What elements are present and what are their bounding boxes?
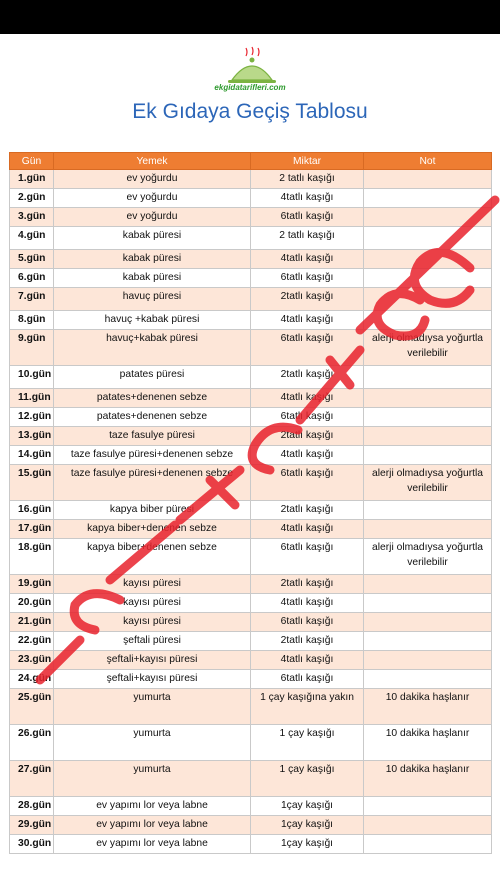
cell-amount: 4tatlı kaşığı [251,311,364,330]
cell-day: 29.gün [10,816,54,835]
cell-food: yumurta [54,689,251,725]
cell-note [364,632,492,651]
cell-day: 27.gün [10,761,54,797]
cell-day: 6.gün [10,269,54,288]
cell-food: patates+denenen sebze [54,408,251,427]
cell-amount: 4tatlı kaşığı [251,250,364,269]
cell-amount: 4tatlı kaşığı [251,446,364,465]
cell-day: 2.gün [10,189,54,208]
cell-amount: 6tatlı kaşığı [251,613,364,632]
table-row [10,501,492,520]
cell-note: alerji olmadıysa yoğurtla verilebilir [364,330,492,366]
cell-amount: 4tatlı kaşığı [251,594,364,613]
cell-amount: 2 tatlı kaşığı [251,170,364,189]
table-row [10,408,492,427]
cell-amount: 2tatlı kaşığı [251,288,364,311]
table-row [10,670,492,689]
cell-amount: 4tatlı kaşığı [251,189,364,208]
table-row [10,761,492,797]
cell-amount: 2tatlı kaşığı [251,575,364,594]
table-header-row [10,153,492,170]
cell-note [364,501,492,520]
cell-food: kayısı püresi [54,575,251,594]
cell-food: şeftali püresi [54,632,251,651]
table-row [10,330,492,366]
cell-day: 3.gün [10,208,54,227]
cell-day: 5.gün [10,250,54,269]
cell-amount: 6tatlı kaşığı [251,330,364,366]
cell-note [364,427,492,446]
cell-day: 19.gün [10,575,54,594]
cell-amount: 6tatlı kaşığı [251,465,364,501]
cell-amount: 2tatlı kaşığı [251,366,364,389]
feeding-schedule-table [9,152,492,854]
cell-food: kapya biber püresi [54,501,251,520]
cell-note: 10 dakika haşlanır [364,725,492,761]
cell-day: 30.gün [10,835,54,854]
table-row [10,269,492,288]
cell-day: 24.gün [10,670,54,689]
cell-note [364,835,492,854]
cell-food: kabak püresi [54,227,251,250]
cell-day: 10.gün [10,366,54,389]
cell-food: şeftali+kayısı püresi [54,670,251,689]
cell-note [364,816,492,835]
table-row [10,689,492,725]
cell-note [364,170,492,189]
cell-food: ev yoğurdu [54,208,251,227]
status-bar [0,0,500,34]
table-row [10,797,492,816]
cell-amount: 1 çay kaşığına yakın [251,689,364,725]
table-row [10,189,492,208]
cell-note [364,670,492,689]
cell-note [364,288,492,311]
cell-amount: 1 çay kaşığı [251,761,364,797]
cell-note [364,797,492,816]
table-row [10,520,492,539]
cell-note: alerji olmadıysa yoğurtla verilebilir [364,539,492,575]
table-row [10,170,492,189]
cell-food: kayısı püresi [54,613,251,632]
table-row [10,816,492,835]
cell-day: 13.gün [10,427,54,446]
cell-food: taze fasulye püresi+denenen sebze [54,446,251,465]
cell-amount: 2tatlı kaşığı [251,632,364,651]
table-row [10,575,492,594]
cell-day: 18.gün [10,539,54,575]
cell-day: 21.gün [10,613,54,632]
table-row [10,651,492,670]
cell-day: 22.gün [10,632,54,651]
cell-day: 9.gün [10,330,54,366]
cell-note [364,575,492,594]
cell-note [364,613,492,632]
cell-note: alerji olmadıysa yoğurtla verilebilir [364,465,492,501]
cell-food: havuç +kabak püresi [54,311,251,330]
column-header-food: Yemek [54,153,251,170]
table-row [10,465,492,501]
cell-day: 1.gün [10,170,54,189]
table-row [10,594,492,613]
cell-amount: 4tatlı kaşığı [251,651,364,670]
column-header-note: Not [364,153,492,170]
page-title: Ek Gıdaya Geçiş Tablosu [132,100,368,123]
cell-amount: 2 tatlı kaşığı [251,227,364,250]
cell-day: 23.gün [10,651,54,670]
cell-amount: 6tatlı kaşığı [251,269,364,288]
cell-food: taze fasulye püresi+denenen sebze [54,465,251,501]
table-row [10,725,492,761]
cell-day: 8.gün [10,311,54,330]
cell-food: ev yapımı lor veya labne [54,835,251,854]
cell-day: 14.gün [10,446,54,465]
cell-note [364,269,492,288]
cell-food: kabak püresi [54,250,251,269]
column-header-day: Gün [10,153,54,170]
cell-food: ev yoğurdu [54,170,251,189]
cell-day: 4.gün [10,227,54,250]
cell-food: yumurta [54,761,251,797]
cell-amount: 1çay kaşığı [251,797,364,816]
table-row [10,366,492,389]
cell-day: 16.gün [10,501,54,520]
cell-note [364,366,492,389]
cell-note [364,189,492,208]
table-row [10,835,492,854]
column-header-amount: Miktar [251,153,364,170]
cell-food: patates püresi [54,366,251,389]
cell-note [364,389,492,408]
cell-food: havuç püresi [54,288,251,311]
cell-note [364,651,492,670]
cell-food: patates+denenen sebze [54,389,251,408]
cell-amount: 6tatlı kaşığı [251,539,364,575]
cell-day: 26.gün [10,725,54,761]
cell-amount: 6tatlı kaşığı [251,670,364,689]
cell-amount: 1 çay kaşığı [251,725,364,761]
cell-note [364,446,492,465]
cell-amount: 1çay kaşığı [251,816,364,835]
cell-food: ev yoğurdu [54,189,251,208]
table-row [10,250,492,269]
table-row [10,288,492,311]
cell-food: kabak püresi [54,269,251,288]
cell-day: 25.gün [10,689,54,725]
cell-food: yumurta [54,725,251,761]
cell-food: kapya biber+denenen sebze [54,539,251,575]
cell-food: havuç+kabak püresi [54,330,251,366]
cell-amount: 2tatlı kaşığı [251,501,364,520]
cell-day: 11.gün [10,389,54,408]
table-row [10,539,492,575]
cell-day: 7.gün [10,288,54,311]
table-row [10,427,492,446]
site-logo-text: ekgidatarifleri.com [214,83,286,92]
cell-day: 12.gün [10,408,54,427]
cell-food: ev yapımı lor veya labne [54,797,251,816]
table-row [10,208,492,227]
cell-food: şeftali+kayısı püresi [54,651,251,670]
cell-note [364,208,492,227]
cell-food: ev yapımı lor veya labne [54,816,251,835]
table-row [10,389,492,408]
cell-amount: 4tatlı kaşığı [251,389,364,408]
cell-day: 17.gün [10,520,54,539]
cell-amount: 1çay kaşığı [251,835,364,854]
cell-note [364,250,492,269]
table-row [10,446,492,465]
cell-amount: 2tatlı kaşığı [251,427,364,446]
cell-note [364,408,492,427]
cell-note [364,594,492,613]
table-row [10,613,492,632]
table-row [10,632,492,651]
cell-amount: 6tatlı kaşığı [251,408,364,427]
cell-note [364,227,492,250]
cell-day: 20.gün [10,594,54,613]
cell-note: 10 dakika haşlanır [364,761,492,797]
table-row [10,227,492,250]
table-row [10,311,492,330]
cell-food: kayısı püresi [54,594,251,613]
cell-day: 28.gün [10,797,54,816]
cell-amount: 4tatlı kaşığı [251,520,364,539]
cell-amount: 6tatlı kaşığı [251,208,364,227]
cell-note [364,520,492,539]
cell-note: 10 dakika haşlanır [364,689,492,725]
cell-food: taze fasulye püresi [54,427,251,446]
cell-food: kapya biber+denenen sebze [54,520,251,539]
cell-note [364,311,492,330]
cell-day: 15.gün [10,465,54,501]
